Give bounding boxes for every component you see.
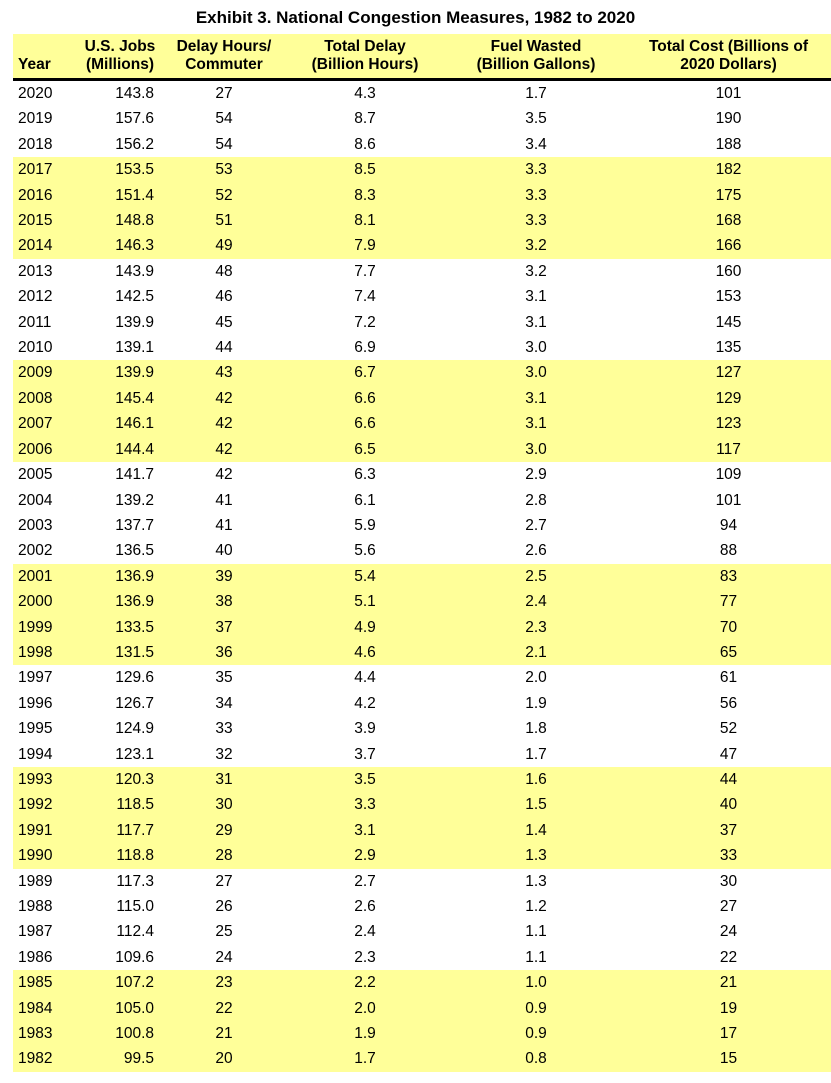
cell-total-delay: 5.9 <box>354 516 376 534</box>
cell-year: 2006 <box>18 440 53 458</box>
cell-total-cost: 83 <box>719 567 738 585</box>
table-row <box>13 716 831 741</box>
cell-delay-hours: 54 <box>215 110 233 128</box>
column-header-year: Year <box>13 34 76 80</box>
cell-total-delay: 3.1 <box>354 821 376 839</box>
cell-year: 1999 <box>18 618 53 636</box>
cell-jobs: 145.4 <box>115 389 154 407</box>
cell-delay-hours: 23 <box>215 974 233 992</box>
cell-total-delay: 3.7 <box>354 745 376 763</box>
cell-jobs: 133.5 <box>115 618 154 636</box>
cell-jobs: 117.7 <box>116 821 154 839</box>
cell-total-cost: 166 <box>715 237 742 255</box>
cell-year: 2004 <box>18 491 53 509</box>
cell-year: 1997 <box>18 669 53 687</box>
table-row <box>13 80 831 107</box>
cell-total-cost: 175 <box>715 186 742 204</box>
cell-jobs: 139.2 <box>115 491 154 509</box>
cell-total-cost: 37 <box>719 821 738 839</box>
cell-fuel-wasted: 3.1 <box>525 313 547 331</box>
cell-year: 1994 <box>18 745 53 763</box>
cell-year: 2016 <box>18 186 53 204</box>
cell-jobs: 157.6 <box>115 110 154 128</box>
cell-delay-hours: 41 <box>215 516 233 534</box>
cell-total-cost: 94 <box>719 516 738 534</box>
cell-year: 1998 <box>18 643 53 661</box>
cell-year: 2000 <box>18 593 53 611</box>
cell-jobs: 118.5 <box>116 796 154 814</box>
cell-total-cost: 168 <box>715 212 742 230</box>
cell-year: 2019 <box>18 110 53 128</box>
cell-fuel-wasted: 2.8 <box>525 491 547 509</box>
cell-total-delay: 5.6 <box>354 542 376 560</box>
cell-jobs: 141.7 <box>115 466 154 484</box>
cell-total-cost: 135 <box>715 339 742 357</box>
cell-total-delay: 8.7 <box>354 110 376 128</box>
table-row <box>13 411 831 436</box>
cell-jobs: 124.9 <box>115 720 154 738</box>
cell-delay-hours: 29 <box>215 821 233 839</box>
cell-total-cost: 129 <box>715 389 742 407</box>
cell-fuel-wasted: 1.3 <box>525 847 547 865</box>
table-row <box>13 208 831 233</box>
table-row <box>13 843 831 868</box>
cell-total-cost: 30 <box>719 872 738 890</box>
cell-year: 2007 <box>18 415 53 433</box>
table-row <box>13 945 831 970</box>
cell-total-delay: 4.3 <box>354 85 376 102</box>
cell-delay-hours: 36 <box>215 643 233 661</box>
cell-delay-hours: 27 <box>215 872 233 890</box>
cell-delay-hours: 30 <box>215 796 233 814</box>
cell-total-delay: 2.2 <box>354 974 376 992</box>
cell-total-cost: 160 <box>715 262 742 280</box>
cell-total-delay: 3.9 <box>354 720 376 738</box>
table-row <box>13 665 831 690</box>
table-row <box>13 1046 831 1071</box>
cell-jobs: 144.4 <box>115 440 154 458</box>
cell-total-delay: 6.6 <box>354 415 376 433</box>
table-row <box>13 869 831 894</box>
cell-total-delay: 6.6 <box>354 389 376 407</box>
cell-total-cost: 40 <box>719 796 738 814</box>
cell-delay-hours: 41 <box>215 491 233 509</box>
cell-total-cost: 101 <box>715 491 742 509</box>
cell-delay-hours: 40 <box>215 542 233 560</box>
cell-total-delay: 2.6 <box>354 898 376 915</box>
table-row <box>13 284 831 309</box>
cell-year: 1989 <box>18 872 53 890</box>
cell-delay-hours: 46 <box>215 288 233 306</box>
cell-total-cost: 17 <box>719 1025 738 1043</box>
cell-total-cost: 21 <box>719 974 738 992</box>
table-row <box>13 564 831 589</box>
cell-year: 1985 <box>18 974 53 992</box>
cell-total-cost: 182 <box>715 161 742 179</box>
cell-fuel-wasted: 1.7 <box>525 745 547 763</box>
cell-total-delay: 5.1 <box>354 593 376 611</box>
cell-jobs: 153.5 <box>115 161 154 179</box>
cell-fuel-wasted: 3.0 <box>525 440 547 458</box>
table-row <box>13 742 831 767</box>
cell-delay-hours: 51 <box>215 212 233 230</box>
cell-total-cost: 52 <box>719 720 738 738</box>
table-row <box>13 386 831 411</box>
cell-jobs: 131.5 <box>115 643 154 661</box>
cell-fuel-wasted: 3.0 <box>525 364 547 382</box>
cell-fuel-wasted: 1.1 <box>525 923 547 941</box>
cell-year: 2020 <box>18 85 53 102</box>
cell-fuel-wasted: 1.5 <box>525 796 547 814</box>
cell-total-delay: 7.2 <box>354 313 376 331</box>
cell-year: 2015 <box>18 212 53 230</box>
cell-fuel-wasted: 1.0 <box>525 974 547 992</box>
table-row <box>13 233 831 258</box>
table-row <box>13 488 831 513</box>
cell-delay-hours: 25 <box>215 923 233 941</box>
cell-delay-hours: 42 <box>215 440 233 458</box>
cell-fuel-wasted: 1.9 <box>525 694 547 712</box>
cell-fuel-wasted: 2.9 <box>525 466 547 484</box>
column-header-delay-hours: Delay Hours/ Commuter <box>164 34 284 80</box>
cell-jobs: 136.5 <box>115 542 154 560</box>
cell-fuel-wasted: 1.7 <box>525 85 547 102</box>
cell-jobs: 151.4 <box>115 186 154 204</box>
cell-total-delay: 2.3 <box>354 948 376 966</box>
cell-fuel-wasted: 3.2 <box>525 262 547 280</box>
cell-year: 2013 <box>18 262 53 280</box>
cell-total-delay: 3.3 <box>354 796 376 814</box>
cell-fuel-wasted: 2.6 <box>525 542 547 560</box>
cell-jobs: 139.9 <box>115 313 154 331</box>
table-row <box>13 818 831 843</box>
cell-delay-hours: 26 <box>215 898 233 915</box>
cell-delay-hours: 31 <box>215 770 233 788</box>
cell-total-cost: 101 <box>715 85 742 102</box>
cell-year: 1986 <box>18 948 53 966</box>
cell-jobs: 126.7 <box>115 694 154 712</box>
cell-total-cost: 56 <box>719 694 738 712</box>
cell-jobs: 139.9 <box>115 364 154 382</box>
cell-delay-hours: 28 <box>215 847 233 865</box>
cell-total-delay: 5.4 <box>354 567 376 585</box>
cell-delay-hours: 21 <box>215 1025 233 1043</box>
cell-year: 1982 <box>18 1050 53 1068</box>
cell-jobs: 117.3 <box>116 872 154 890</box>
cell-delay-hours: 54 <box>215 135 233 153</box>
cell-jobs: 137.7 <box>115 516 154 534</box>
cell-total-cost: 65 <box>719 643 738 661</box>
table-row <box>13 106 831 131</box>
cell-fuel-wasted: 1.4 <box>525 821 547 839</box>
cell-total-delay: 7.4 <box>354 288 376 306</box>
cell-fuel-wasted: 3.3 <box>525 186 547 204</box>
cell-total-cost: 88 <box>719 542 738 560</box>
table-row <box>13 970 831 995</box>
cell-delay-hours: 24 <box>215 948 233 966</box>
cell-total-delay: 3.5 <box>354 770 376 788</box>
cell-total-cost: 77 <box>719 593 738 611</box>
cell-year: 2003 <box>18 516 53 534</box>
table-row <box>13 310 831 335</box>
cell-total-cost: 123 <box>715 415 742 433</box>
cell-total-cost: 145 <box>715 313 742 331</box>
cell-year: 1993 <box>18 770 53 788</box>
table-body <box>13 80 831 1072</box>
cell-total-cost: 109 <box>715 466 742 484</box>
cell-jobs: 156.2 <box>115 135 154 153</box>
cell-total-delay: 6.9 <box>354 339 376 357</box>
cell-delay-hours: 38 <box>215 593 233 611</box>
cell-total-delay: 6.3 <box>354 466 376 484</box>
cell-delay-hours: 45 <box>215 313 233 331</box>
table-row <box>13 132 831 157</box>
cell-year: 2005 <box>18 466 53 484</box>
cell-total-delay: 8.3 <box>354 186 376 204</box>
cell-delay-hours: 37 <box>215 618 233 636</box>
cell-year: 1987 <box>18 923 53 941</box>
table-row <box>13 259 831 284</box>
cell-total-delay: 2.4 <box>354 923 376 941</box>
cell-fuel-wasted: 3.5 <box>525 110 547 128</box>
cell-delay-hours: 42 <box>215 466 233 484</box>
cell-fuel-wasted: 2.3 <box>525 618 547 636</box>
cell-fuel-wasted: 1.1 <box>525 948 547 966</box>
cell-delay-hours: 53 <box>215 161 233 179</box>
table-row <box>13 691 831 716</box>
page-title: Exhibit 3. National Congestion Measures, 1982 to 2020 <box>195 8 636 27</box>
cell-total-cost: 33 <box>719 847 738 865</box>
cell-total-cost: 15 <box>719 1050 738 1068</box>
cell-total-delay: 4.9 <box>354 618 376 636</box>
cell-total-cost: 127 <box>715 364 742 382</box>
cell-total-delay: 2.7 <box>354 872 376 890</box>
cell-fuel-wasted: 1.2 <box>525 898 547 915</box>
table-row <box>13 183 831 208</box>
table-row <box>13 640 831 665</box>
cell-year: 2012 <box>18 288 53 306</box>
table-row <box>13 996 831 1021</box>
cell-jobs: 143.9 <box>115 262 154 280</box>
table-row <box>13 360 831 385</box>
cell-jobs: 115.0 <box>116 898 154 915</box>
cell-total-delay: 6.1 <box>354 491 376 509</box>
cell-delay-hours: 22 <box>215 999 233 1017</box>
table-row <box>13 919 831 944</box>
cell-jobs: 112.4 <box>116 923 154 941</box>
cell-total-cost: 61 <box>719 669 738 687</box>
cell-total-delay: 4.4 <box>354 669 376 687</box>
cell-fuel-wasted: 1.8 <box>525 720 547 738</box>
column-header-jobs: U.S. Jobs (Millions) <box>76 34 164 80</box>
cell-jobs: 118.8 <box>116 847 154 865</box>
cell-delay-hours: 49 <box>215 237 233 255</box>
cell-delay-hours: 35 <box>215 669 233 687</box>
cell-total-cost: 24 <box>719 923 738 941</box>
cell-year: 1988 <box>18 898 53 915</box>
cell-jobs: 120.3 <box>115 770 154 788</box>
cell-total-delay: 6.5 <box>354 440 376 458</box>
cell-total-cost: 117 <box>716 440 741 458</box>
cell-year: 1990 <box>18 847 53 865</box>
cell-year: 2010 <box>18 339 53 357</box>
cell-total-delay: 8.1 <box>354 212 376 230</box>
cell-jobs: 109.6 <box>115 948 154 966</box>
cell-total-delay: 6.7 <box>354 364 376 382</box>
cell-year: 2014 <box>18 237 53 255</box>
cell-total-cost: 22 <box>719 948 738 966</box>
table-row <box>13 335 831 360</box>
cell-fuel-wasted: 3.0 <box>525 339 547 357</box>
cell-jobs: 148.8 <box>115 212 154 230</box>
cell-delay-hours: 32 <box>215 745 233 763</box>
cell-total-delay: 1.7 <box>354 1050 376 1068</box>
cell-fuel-wasted: 0.9 <box>525 999 547 1017</box>
table-header-row <box>13 34 831 80</box>
column-header-total-delay: Total Delay (Billion Hours) <box>284 34 446 80</box>
cell-jobs: 146.3 <box>115 237 154 255</box>
table-row <box>13 615 831 640</box>
cell-jobs: 136.9 <box>115 567 154 585</box>
cell-year: 2009 <box>18 364 53 382</box>
cell-jobs: 123.1 <box>115 745 154 763</box>
cell-year: 1995 <box>18 720 53 738</box>
table-row <box>13 538 831 563</box>
cell-year: 2011 <box>18 313 52 331</box>
cell-jobs: 142.5 <box>115 288 154 306</box>
cell-delay-hours: 33 <box>215 720 233 738</box>
cell-fuel-wasted: 2.5 <box>525 567 547 585</box>
cell-total-delay: 2.0 <box>354 999 376 1017</box>
cell-total-delay: 7.9 <box>354 237 376 255</box>
cell-total-delay: 8.6 <box>354 135 376 153</box>
cell-year: 1991 <box>18 821 53 839</box>
table-row <box>13 157 831 182</box>
cell-jobs: 143.8 <box>115 85 154 102</box>
congestion-table <box>13 34 831 1072</box>
cell-total-delay: 2.9 <box>354 847 376 865</box>
cell-jobs: 105.0 <box>115 999 154 1017</box>
cell-fuel-wasted: 1.6 <box>525 770 547 788</box>
cell-total-cost: 190 <box>715 110 742 128</box>
table-row <box>13 894 831 919</box>
table-row <box>13 792 831 817</box>
table-row <box>13 513 831 538</box>
cell-total-cost: 70 <box>719 618 738 636</box>
cell-delay-hours: 43 <box>215 364 233 382</box>
cell-year: 1983 <box>18 1025 53 1043</box>
cell-year: 2008 <box>18 389 53 407</box>
cell-jobs: 107.2 <box>115 974 154 992</box>
cell-delay-hours: 52 <box>215 186 233 204</box>
cell-total-delay: 4.6 <box>354 643 376 661</box>
cell-delay-hours: 44 <box>215 339 233 357</box>
cell-year: 1996 <box>18 694 53 712</box>
cell-jobs: 99.5 <box>123 1050 154 1068</box>
cell-total-delay: 1.9 <box>354 1025 376 1043</box>
cell-delay-hours: 42 <box>215 389 233 407</box>
table-row <box>13 589 831 614</box>
column-header-total-cost: Total Cost (Billions of 2020 Dollars) <box>626 34 831 80</box>
cell-fuel-wasted: 2.7 <box>525 516 547 534</box>
cell-total-cost: 188 <box>715 135 742 153</box>
cell-fuel-wasted: 0.8 <box>525 1050 547 1068</box>
table-row <box>13 462 831 487</box>
cell-jobs: 146.1 <box>115 415 154 433</box>
cell-jobs: 100.8 <box>115 1025 154 1043</box>
cell-jobs: 139.1 <box>115 339 154 357</box>
cell-total-delay: 7.7 <box>354 262 376 280</box>
cell-delay-hours: 34 <box>215 694 233 712</box>
cell-fuel-wasted: 3.1 <box>525 288 547 306</box>
cell-fuel-wasted: 3.1 <box>525 389 547 407</box>
table-row <box>13 767 831 792</box>
cell-fuel-wasted: 0.9 <box>525 1025 547 1043</box>
cell-fuel-wasted: 3.3 <box>525 212 547 230</box>
cell-fuel-wasted: 3.2 <box>525 237 547 255</box>
cell-jobs: 129.6 <box>115 669 154 687</box>
cell-delay-hours: 39 <box>215 567 233 585</box>
cell-total-cost: 47 <box>719 745 738 763</box>
cell-year: 2017 <box>18 161 53 179</box>
cell-year: 1992 <box>18 796 53 814</box>
cell-fuel-wasted: 2.1 <box>525 643 547 661</box>
cell-fuel-wasted: 2.4 <box>525 593 547 611</box>
cell-year: 2002 <box>18 542 53 560</box>
cell-total-delay: 4.2 <box>354 694 376 712</box>
cell-year: 1984 <box>18 999 53 1017</box>
cell-fuel-wasted: 3.1 <box>525 415 547 433</box>
table-row <box>13 1021 831 1046</box>
cell-delay-hours: 48 <box>215 262 233 280</box>
cell-total-cost: 153 <box>715 288 742 306</box>
cell-year: 2018 <box>18 135 53 153</box>
table-row <box>13 437 831 462</box>
cell-total-cost: 27 <box>719 898 738 915</box>
cell-delay-hours: 27 <box>215 85 233 102</box>
cell-jobs: 136.9 <box>115 593 154 611</box>
cell-total-cost: 19 <box>719 999 738 1017</box>
cell-fuel-wasted: 3.3 <box>525 161 547 179</box>
cell-year: 2001 <box>18 567 53 585</box>
cell-total-cost: 44 <box>719 770 738 788</box>
cell-fuel-wasted: 2.0 <box>525 669 547 687</box>
column-header-fuel-wasted: Fuel Wasted (Billion Gallons) <box>446 34 626 80</box>
cell-total-delay: 8.5 <box>354 161 376 179</box>
cell-delay-hours: 42 <box>215 415 233 433</box>
cell-fuel-wasted: 3.4 <box>525 135 547 153</box>
cell-fuel-wasted: 1.3 <box>525 872 547 890</box>
cell-delay-hours: 20 <box>215 1050 233 1068</box>
